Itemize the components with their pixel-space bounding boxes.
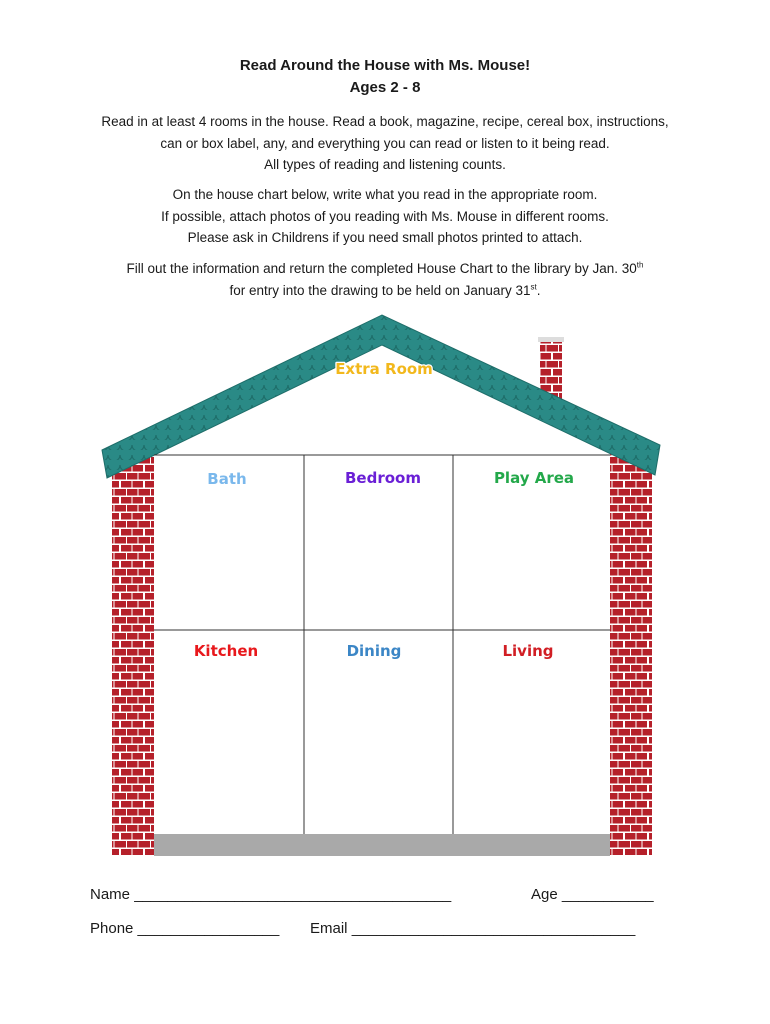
phone-label: Phone <box>90 920 134 937</box>
phone-row <box>90 920 279 937</box>
page-title <box>0 55 770 99</box>
instruction-line: On the house chart below, write what you read in the appropriate room. <box>172 187 598 202</box>
email-field[interactable]: __________________________________ <box>351 920 636 937</box>
drawing-suffix: st <box>530 282 537 291</box>
title-line-1: Read Around the House with Ms. Mouse! <box>239 57 531 74</box>
room-label-bedroom: Bedroom <box>345 469 421 487</box>
name-row <box>90 886 451 903</box>
title-line-2: Ages 2 - 8 <box>349 79 421 96</box>
email-label: Email <box>310 920 348 937</box>
instruction-line: Please ask in Childrens if you need small photos printed to attach. <box>187 230 583 245</box>
room-label-play-area: Play Area <box>493 469 575 487</box>
age-field[interactable]: ___________ <box>561 886 654 903</box>
name-field[interactable]: ______________________________________ <box>134 886 452 903</box>
right-wall <box>610 450 652 855</box>
room-label-extra: Extra Room <box>335 360 433 378</box>
chimney-cap <box>538 337 564 342</box>
instructions-paragraph-1 <box>0 111 770 176</box>
room-label-bath: Bath <box>207 470 247 488</box>
house-chart <box>0 300 770 865</box>
deadline-suffix: th <box>636 260 644 270</box>
email-row <box>310 920 635 937</box>
room-label-living: Living <box>502 642 554 660</box>
deadline-text: Fill out the information and return the completed House Chart to the library by Jan. 30 <box>126 261 637 276</box>
name-label: Name <box>90 886 131 903</box>
age-row <box>531 886 654 903</box>
instructions-paragraph-2 <box>0 184 770 249</box>
instructions-paragraph-3 <box>0 258 770 301</box>
floor <box>154 834 610 856</box>
left-wall <box>112 450 154 855</box>
instruction-line <box>0 258 770 280</box>
roof <box>102 315 660 478</box>
phone-field[interactable]: _________________ <box>137 920 280 937</box>
room-label-dining: Dining <box>346 642 402 660</box>
drawing-end: . <box>536 282 541 298</box>
instruction-line: Read in at least 4 rooms in the house. Read a book, magazine, recipe, cereal box, instructions, <box>101 114 669 129</box>
age-label: Age <box>531 886 558 903</box>
instruction-line <box>0 280 770 302</box>
room-label-kitchen: Kitchen <box>193 642 259 660</box>
instruction-line: If possible, attach photos of you reading with Ms. Mouse in different rooms. <box>161 208 609 224</box>
instruction-line: can or box label, any, and everything you can read or listen to it being read. <box>160 135 610 151</box>
instruction-line: All types of reading and listening counts. <box>264 157 506 172</box>
drawing-text: for entry into the drawing to be held on January 31 <box>229 282 531 298</box>
